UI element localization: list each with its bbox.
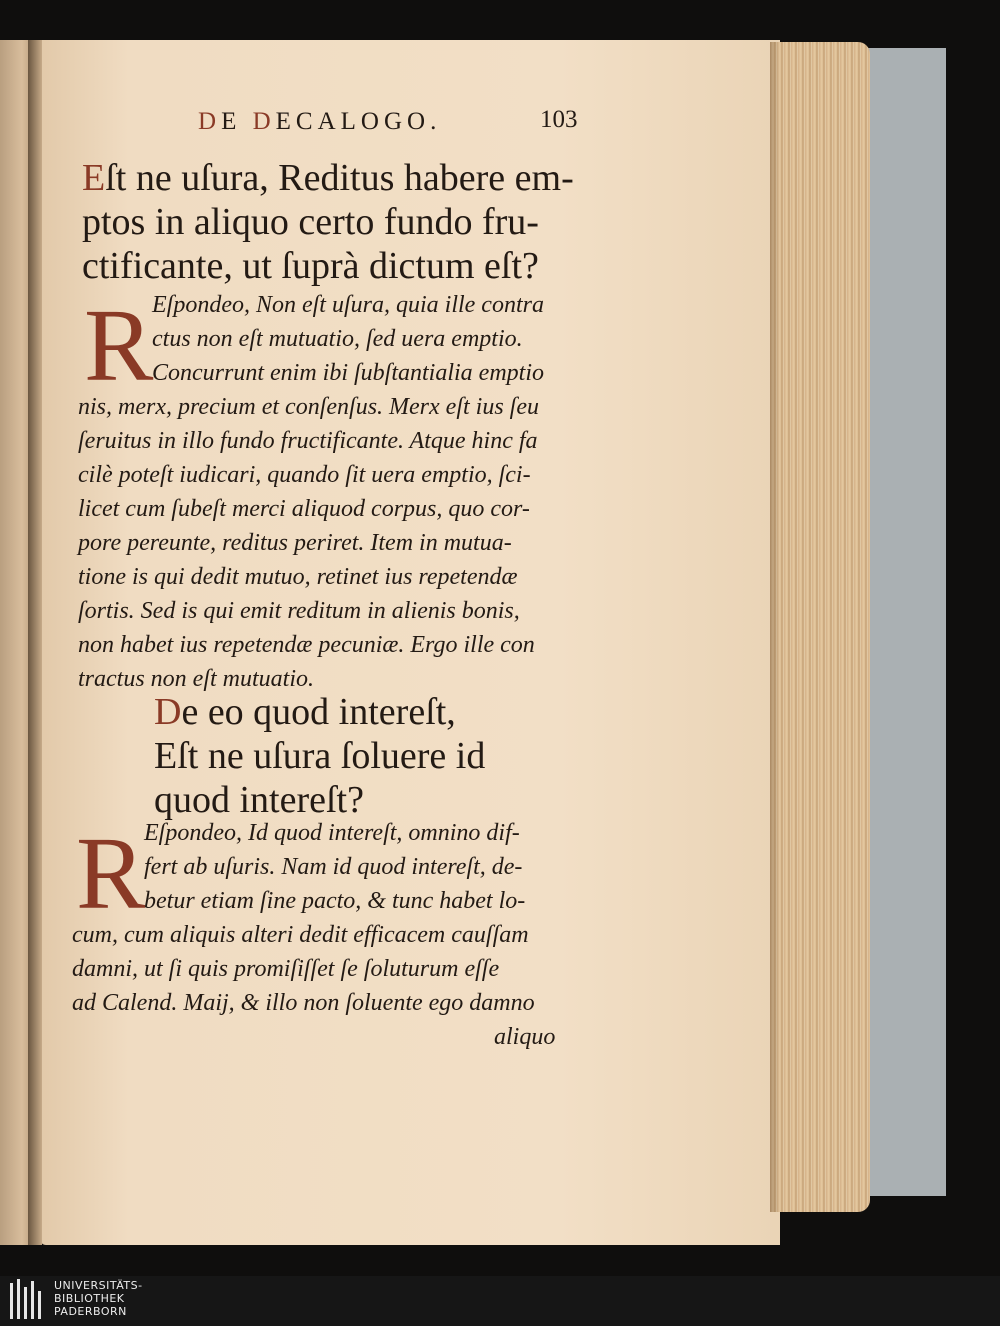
question-line-3: ctificante, ut ſuprà dictum eſt? <box>82 245 539 287</box>
heading2-initial: D <box>154 691 182 733</box>
question-text-1: ſt ne uſura, Reditus habere em- <box>105 157 574 199</box>
answer1-line-1: Eſpondeo, Non eſt uſura, quia ille contra <box>152 292 544 318</box>
answer1-line-2: ctus non eſt mutuatio, ſed uera emptio. <box>152 326 523 352</box>
page-block-edge <box>770 42 870 1212</box>
answer2-line-2: fert ab uſuris. Nam id quod intereſt, de- <box>144 854 523 880</box>
running-head-part-2: ECALOGO. <box>275 108 442 135</box>
library-logo-icon <box>10 1279 44 1323</box>
catchword: aliquo <box>494 1024 556 1050</box>
library-name-line-1: UNIVERSITÄTS- <box>54 1279 143 1292</box>
drop-cap-r-2: R <box>76 816 146 931</box>
answer1-line-4: nis, merx, precium et conſenſus. Merx eſt ius ſeu <box>78 394 539 420</box>
answer2-line-5: damni, ut ſi quis promiſiſſet ſe ſoluturum eſſe <box>72 956 500 982</box>
book-gutter <box>28 40 42 1245</box>
heading2-line-3: quod intereſt? <box>154 779 364 821</box>
answer2-line-1: Eſpondeo, Id quod intereſt, omnino dif- <box>144 820 520 846</box>
answer1-line-3: Concurrunt enim ibi ſubſtantialia emptio <box>152 360 544 386</box>
question-line-2: ptos in aliquo certo fundo fru- <box>82 201 539 243</box>
answer1-line-8: pore pereunte, reditus periret. Item in mutua- <box>78 530 512 556</box>
page-number: 103 <box>540 106 578 133</box>
running-head <box>198 108 441 136</box>
library-name-line-3: PADERBORN <box>54 1305 127 1318</box>
heading2-text-1: e eo quod intereſt, <box>181 691 456 733</box>
heading2-line-1 <box>154 690 456 734</box>
question-line-1 <box>82 156 574 200</box>
running-head-part: E <box>221 108 253 135</box>
drop-cap-r-1: R <box>84 288 154 403</box>
footer-bar <box>0 1276 1000 1326</box>
page-block-shadow <box>770 42 780 1212</box>
answer1-line-11: non habet ius repetendæ pecuniæ. Ergo ille con <box>78 632 535 658</box>
answer2-line-6: ad Calend. Maij, & illo non ſoluente ego damno <box>72 990 535 1016</box>
running-head-initial: D <box>198 108 222 135</box>
answer2-line-4: cum, cum aliquis alteri dedit efficacem cauſſam <box>72 922 529 948</box>
question-initial: E <box>82 157 106 199</box>
running-head-initial-2: D <box>252 108 276 135</box>
answer1-line-12: tractus non eſt mutuatio. <box>78 666 314 692</box>
answer1-line-10: ſortis. Sed is qui emit reditum in alienis bonis, <box>78 598 520 624</box>
answer1-line-6: cilè poteſt iudicari, quando ſit uera emptio, ſci- <box>78 462 531 488</box>
answer1-line-9: tione is qui dedit mutuo, retinet ius repetendæ <box>78 564 518 590</box>
answer2-line-3: betur etiam ſine pacto, & tunc habet lo- <box>144 888 526 914</box>
answer1-line-5: ſeruitus in illo fundo fructificante. Atque hinc fa <box>78 428 538 454</box>
library-name-line-2: BIBLIOTHEK <box>54 1292 125 1305</box>
answer1-line-7: licet cum ſubeſt merci aliquod corpus, quo cor- <box>78 496 530 522</box>
heading2-line-2: Eſt ne uſura ſoluere id <box>154 735 486 777</box>
